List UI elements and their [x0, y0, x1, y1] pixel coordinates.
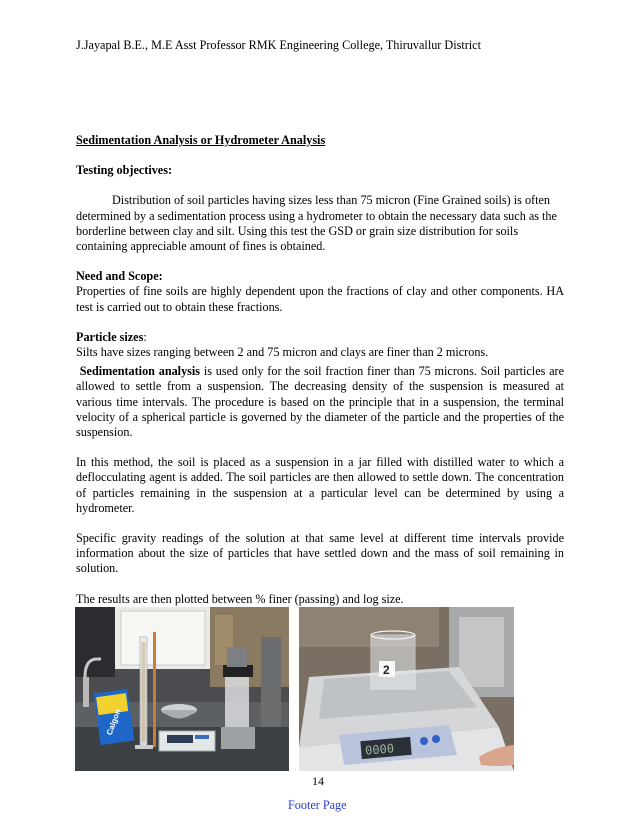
document-title: Sedimentation Analysis or Hydrometer Analysis	[76, 133, 326, 147]
objectives-heading: Testing objectives:	[76, 163, 173, 178]
scale-beaker-illustration	[299, 607, 514, 771]
page-number: 14	[312, 774, 324, 788]
page-header: J.Jayapal B.E., M.E Asst Professor RMK Engineering College, Thiruvallur District	[76, 38, 481, 52]
sedimentation-bold: Sedimentation analysis	[79, 364, 201, 379]
calgon-box-label: Calgon	[104, 707, 123, 737]
specific-gravity-paragraph: Specific gravity readings of the solution at that same level at different time intervals provide information about the size of particles that have settled down and the mass of soil remaining in solution.	[76, 531, 564, 576]
svg-text:0000: 0000	[364, 741, 395, 758]
need-scope-heading: Need and Scope:	[76, 269, 163, 284]
beaker-label: 2	[383, 663, 390, 677]
particle-sizes-colon: :	[143, 329, 147, 344]
beaker	[371, 631, 415, 689]
page-footer: Footer Page	[288, 798, 347, 812]
particle-sizes-paragraph: Silts have sizes ranging between 2 and 75 micron and clays are finer than 2 microns.	[76, 345, 489, 360]
scale-beaker-photo	[299, 607, 514, 771]
sedimentation-text: is used only for the soil fraction finer than 75 microns. Soil particles are allowed to settle from a suspension. The decreasing density of the suspension is measured at various time intervals. The procedure is based on the principle that in a suspension, the terminal velocity of a spherical particle is governed by the diameter of the particle and the properties of the suspension.	[76, 364, 565, 440]
sedimentation-paragraph	[76, 364, 564, 440]
document-body	[76, 133, 564, 622]
method-paragraph: In this method, the soil is placed as a suspension in a jar filled with distilled water to which a deflocculating agent is added. The soil particles are then allowed to settle down. The concentration of particles remaining in the suspension at a particular level can be determined by using a hydrometer.	[76, 455, 564, 515]
results-paragraph: The results are then plotted between % finer (passing) and log size.	[76, 591, 404, 606]
lab-bench-illustration	[75, 607, 289, 771]
lab-bench-photo	[75, 607, 289, 771]
need-scope-paragraph: Properties of fine soils are highly dependent upon the fractions of clay and other components. HA test is carried out to obtain these fractions.	[76, 284, 564, 314]
particle-sizes-heading: Particle sizes	[76, 329, 144, 344]
objectives-paragraph: Distribution of soil particles having sizes less than 75 micron (Fine Grained soils) is often determined by a sedimentation process using a hydrometer to obtain the necessary data such as the borderline between clay and silt. Using this test the GSD or grain size distribution for soils containing appreciable amount of fines is obtained.	[76, 193, 557, 254]
particle-sizes-heading-line	[76, 330, 564, 345]
calgon-box	[94, 689, 135, 745]
